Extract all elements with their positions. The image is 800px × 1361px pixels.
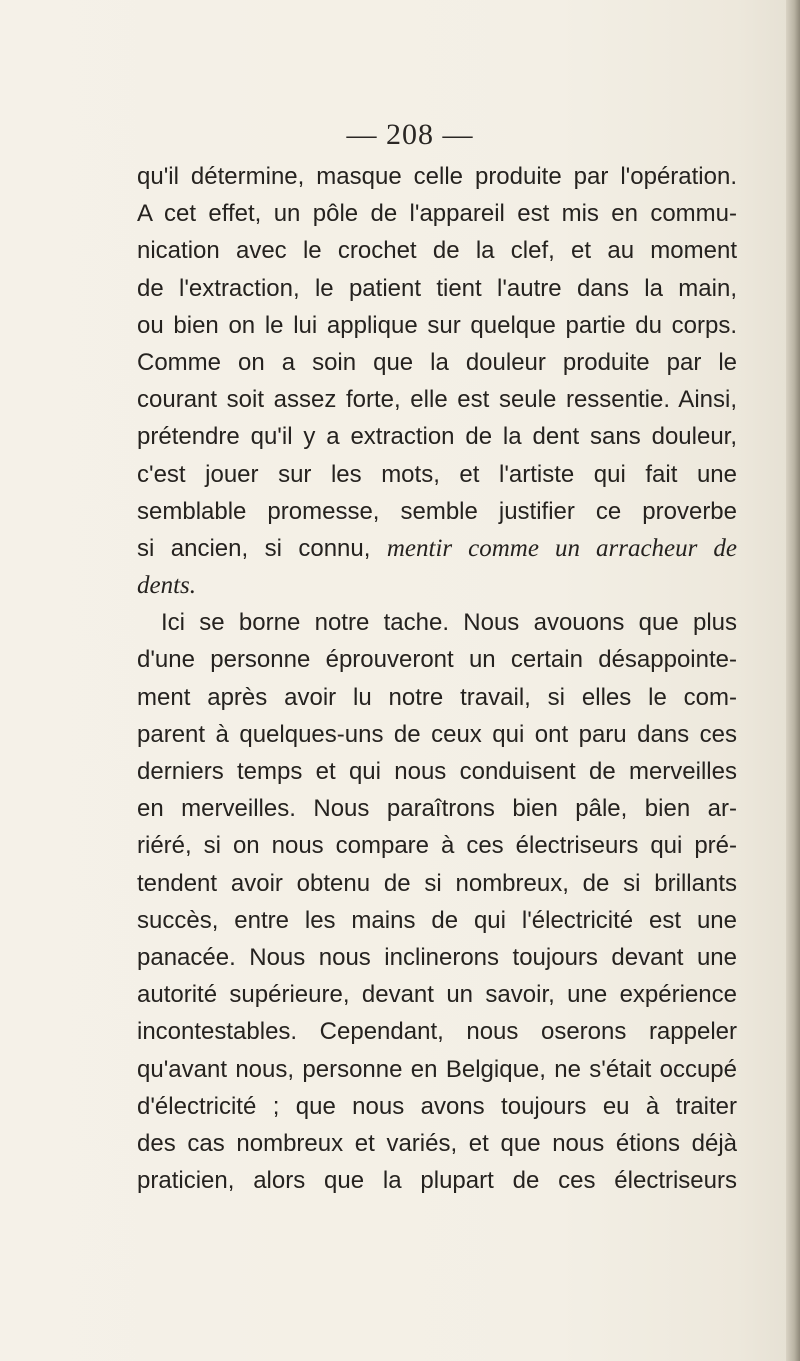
text-line: parent à quelques-uns de ceux qui ont paru dans ces — [137, 720, 737, 748]
text-line: A cet effet, un pôle de l'appareil est mis en commu- — [137, 200, 737, 228]
text-line: c'est jouer sur les mots, et l'artiste qui fait une — [137, 460, 737, 488]
text-line: panacée. Nous nous inclinerons toujours devant une — [137, 943, 737, 971]
text-line: autorité supérieure, devant un savoir, une expérience — [137, 981, 737, 1009]
text-line: prétendre qu'il y a extraction de la dent sans douleur, — [137, 423, 737, 451]
italic-proverb: mentir comme un arracheur de — [386, 534, 737, 562]
text-segment: si ancien, si connu, — [137, 534, 371, 562]
text-line: succès, entre les mains de qui l'électricité est une — [137, 906, 737, 934]
text-line: courant soit assez forte, elle est seule ressentie. Ainsi, — [137, 386, 737, 414]
text-line: d'électricité ; que nous avons toujours eu à traiter — [137, 1092, 737, 1120]
text-line: qu'avant nous, personne en Belgique, ne s'était occupé — [137, 1055, 737, 1083]
text-line-italic — [137, 567, 737, 604]
text-line: tendent avoir obtenu de si nombreux, de si brillants — [137, 869, 737, 897]
italic-proverb-end: dents. — [137, 572, 197, 600]
text-line: de l'extraction, le patient tient l'autre dans la main, — [137, 274, 737, 302]
page-number: — 208 — — [346, 118, 474, 151]
text-line: nication avec le crochet de la clef, et au moment — [137, 237, 737, 265]
text-line: Comme on a soin que la douleur produite par le — [137, 348, 737, 376]
text-line: praticien, alors que la plupart de ces électriseurs — [137, 1167, 737, 1195]
text-line: qu'il détermine, masque celle produite par l'opération. — [137, 163, 737, 190]
text-line: Ici se borne notre tache. Nous avouons que plus — [161, 609, 737, 637]
text-line: riéré, si on nous compare à ces électriseurs qui pré- — [137, 832, 737, 860]
text-line: incontestables. Cependant, nous oserons rappeler — [137, 1018, 737, 1046]
text-line: d'une personne éprouveront un certain désappointe- — [137, 646, 737, 674]
text-line: en merveilles. Nous paraîtrons bien pâle, bien ar- — [137, 795, 737, 823]
text-line: semblable promesse, semble justifier ce proverbe — [137, 497, 737, 525]
text-line: ment après avoir lu notre travail, si elles le com- — [137, 683, 737, 711]
text-line: derniers temps et qui nous conduisent de merveilles — [137, 758, 737, 785]
text-line: des cas nombreux et variés, et que nous étions déjà — [137, 1129, 737, 1157]
text-line: ou bien on le lui applique sur quelque partie du corps. — [137, 311, 737, 339]
text-line-with-italic — [137, 530, 737, 567]
page-edge-shadow — [786, 0, 800, 1361]
body-text — [137, 158, 737, 1199]
